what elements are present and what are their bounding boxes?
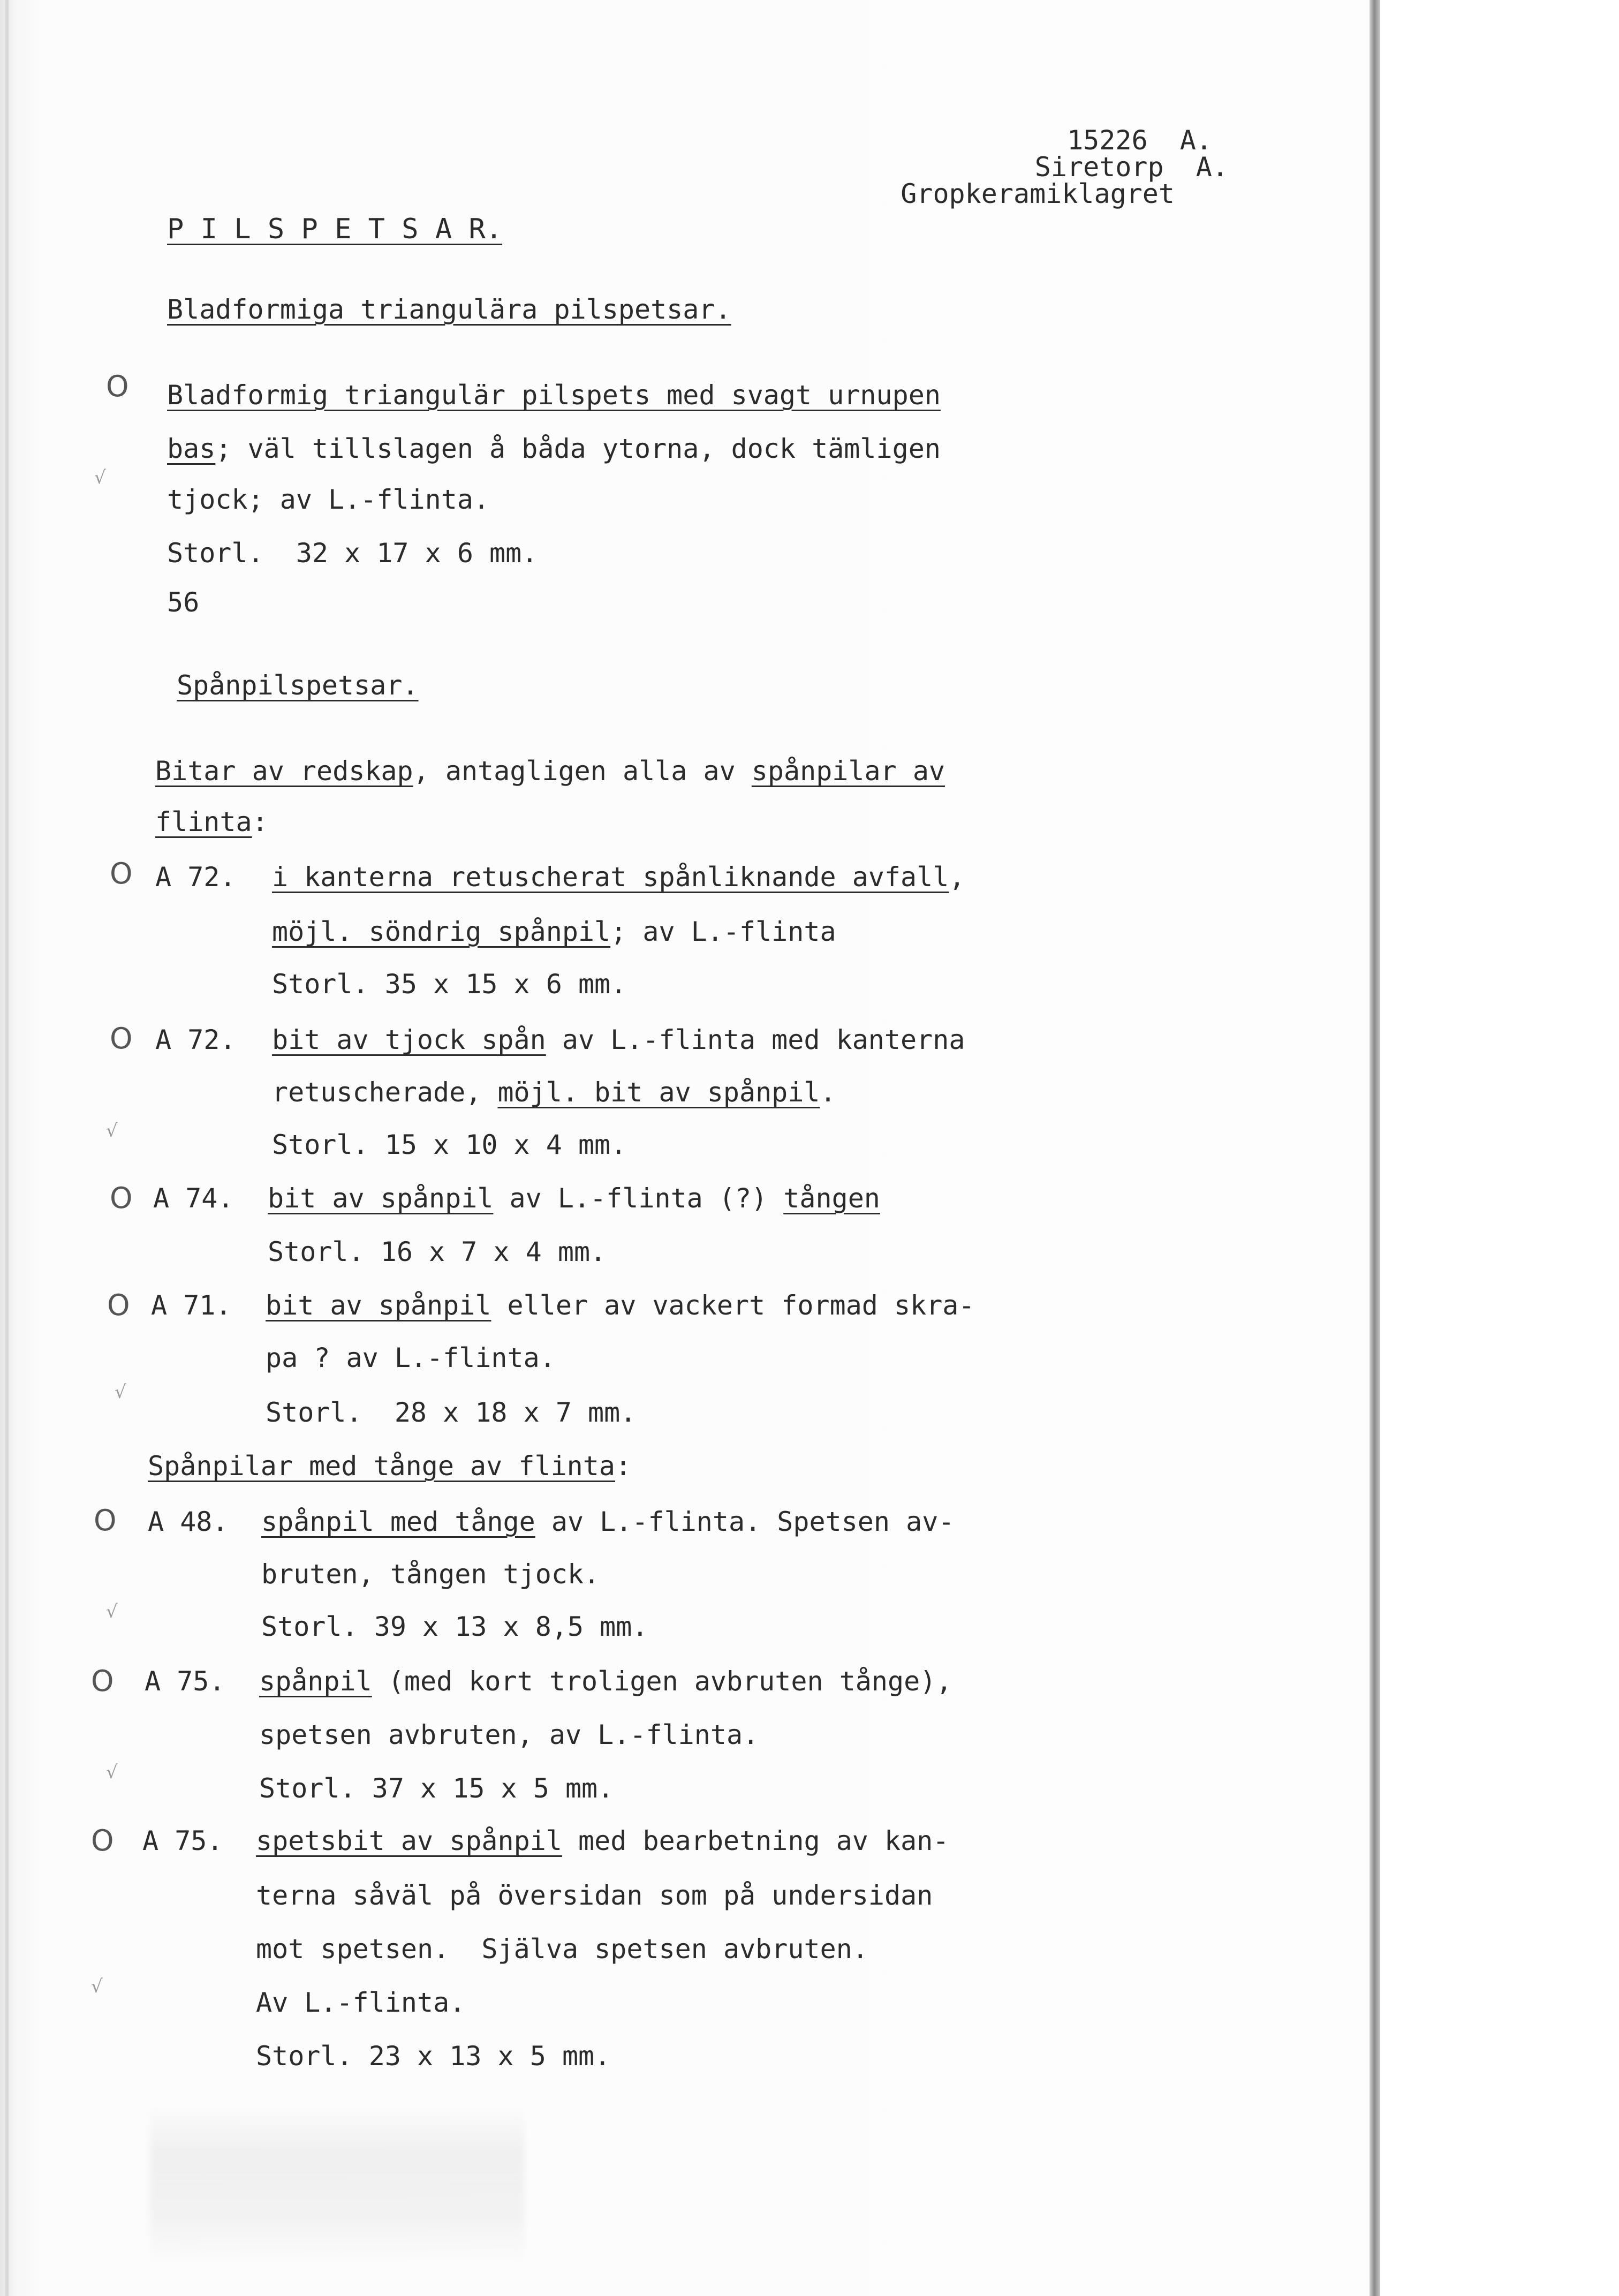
entry-line: bit av tjock spån av L.-flinta med kanterna [272,1024,965,1055]
check-mark: √ [115,1381,126,1403]
site-name: Siretorp A. [1034,152,1228,183]
circle-mark: O [106,369,129,403]
entry-line: Av L.-flinta. [256,1987,466,2018]
item-code: A 74. [153,1183,234,1214]
section-heading-bladformiga: Bladformiga triangulära pilspetsar. [167,294,731,325]
section-heading-spanpilar-med-tange: Spånpilar med tånge av flinta: [148,1451,632,1482]
size-line: Storl. 15 x 10 x 4 mm. [272,1129,627,1160]
item-code: A 71. [151,1290,232,1321]
entry-line: spånpil (med kort troligen avbruten tånge), [259,1666,952,1697]
entry-line: i kanterna retuscherat spånliknande avfall, [272,862,965,893]
entry-line: spånpil med tånge av L.-flinta. Spetsen av- [261,1506,955,1537]
circle-mark: O [94,1504,117,1537]
entry-line: tjock; av L.-flinta. [167,484,490,515]
entry-line: bit av spånpil av L.-flinta (?) tången [268,1183,880,1214]
section-intro: flinta: [155,806,268,837]
left-margin-shadow [5,0,9,2296]
entry-line: spetsbit av spånpil med bearbetning av kan- [256,1825,949,1856]
entry-line: terna såväl på översidan som på undersidan [256,1880,933,1911]
circle-mark: O [91,1824,114,1857]
size-line: Storl. 35 x 15 x 6 mm. [272,969,627,1000]
entry-line: möjl. söndrig spånpil; av L.-flinta [272,916,836,947]
entry-line: spetsen avbruten, av L.-flinta. [259,1719,759,1750]
circle-mark: O [91,1664,114,1698]
page-edge [1370,0,1380,2296]
section-intro: Bitar av redskap, antagligen alla av spånpilar av [155,756,945,787]
circle-mark: O [110,1022,133,1055]
size-line: Storl. 16 x 7 x 4 mm. [268,1236,607,1267]
entry-line: bit av spånpil eller av vackert formad skra- [266,1290,975,1321]
check-mark: √ [106,1120,118,1142]
entry-line: retuscherade, möjl. bit av spånpil. [272,1077,836,1108]
item-code: A 48. [148,1506,229,1537]
circle-mark: O [110,857,133,890]
bleed-through-smudge [150,2104,525,2265]
entry-line: bas; väl tillslagen å båda ytorna, dock tämligen [167,433,941,464]
circle-mark: O [107,1288,130,1322]
entry-line: bruten, tången tjock. [261,1559,600,1590]
check-mark: √ [106,1601,118,1622]
size-line: Storl. 32 x 17 x 6 mm. [167,538,538,569]
catalogue-number: 15226 A. [1067,125,1212,156]
size-line: Storl. 39 x 13 x 8,5 mm. [261,1611,648,1642]
entry-line: Bladformig triangulär pilspets med svagt urnupen [167,380,941,411]
page-title: P I L S P E T S A R. [167,213,503,245]
item-code: A 75. [145,1666,225,1697]
entry-line: mot spetsen. Själva spetsen avbruten. [256,1934,868,1965]
section-heading-spanpilspetsar: Spånpilspetsar. [177,670,419,701]
entry-line: pa ? av L.-flinta. [266,1342,556,1373]
circle-mark: O [110,1181,133,1215]
entry-number: 56 [167,587,200,618]
check-mark: √ [91,1976,103,1997]
check-mark: √ [94,467,106,488]
size-line: Storl. 37 x 15 x 5 mm. [259,1773,614,1804]
size-line: Storl. 23 x 13 x 5 mm. [256,2041,611,2072]
item-code: A 72. [155,862,236,893]
size-line: Storl. 28 x 18 x 7 mm. [266,1397,637,1428]
item-code: A 75. [142,1825,223,1856]
check-mark: √ [106,1762,118,1783]
item-code: A 72. [155,1024,236,1055]
layer-name: Gropkeramiklagret [901,178,1175,209]
